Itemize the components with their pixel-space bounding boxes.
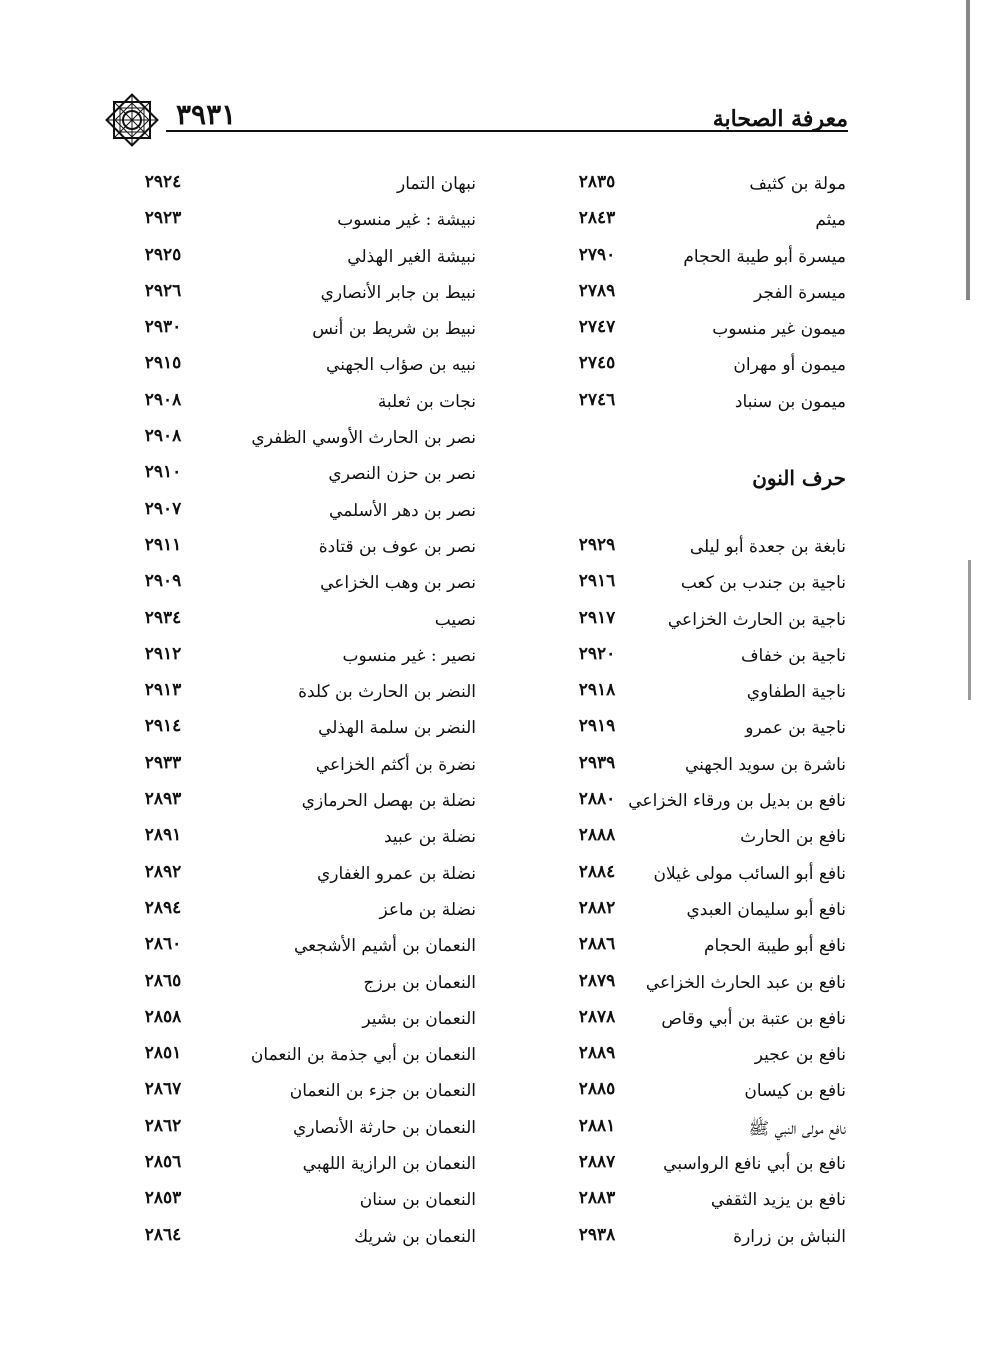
entry-ref-number: ٢٨٨٦ [578,934,616,955]
entry-name: نافع أبو طيبة الحجام [704,936,846,957]
index-entry [130,604,476,640]
entry-name: ناجية بن عمرو [745,718,846,739]
entry-name: نافع مولى النبي ﷺ [748,1118,846,1139]
index-entry [130,349,476,385]
index-entry [578,858,846,894]
entry-name: النعمان بن أشيم الأشجعي [293,936,476,957]
entry-name: النضر بن الحارث بن كلدة [298,682,476,703]
entry-name: النعمان بن أبي جذمة بن النعمان [250,1045,476,1066]
entry-ref-number: ٢٧٨٩ [578,280,616,301]
right-index-column [578,168,846,1257]
entry-name: نافع بن عبد الحارث الخزاعي [645,972,846,993]
header-divider [166,130,848,132]
entry-ref-number: ٢٧٤٥ [578,353,616,374]
entry-ref-number: ٢٨٧٩ [578,970,616,991]
entry-ref-number: ٢٧٤٦ [578,389,616,410]
entry-name: ناشرة بن سويد الجهني [684,754,846,775]
entry-name: نصير : غير منسوب [342,645,476,666]
index-entry [130,386,476,422]
index-entry [130,967,476,1003]
index-entry [578,1039,846,1075]
index-entry [130,785,476,821]
entry-name: النضر بن سلمة الهذلي [318,718,476,739]
entry-name: نضلة بن بهصل الحرمازي [301,791,476,812]
entry-ref-number: ٢٨٨١ [578,1115,616,1136]
entry-name: النعمان بن جزء بن النعمان [289,1081,476,1102]
index-entry [578,1184,846,1220]
entry-ref-number: ٢٨٥٨ [144,1006,182,1027]
entry-name: نضلة بن عبيد [383,827,476,848]
entry-ref-number: ٢٩٣٣ [144,752,182,773]
entry-name: نصيب [434,609,476,630]
entry-name: ميسرة الفجر [754,282,846,303]
index-entry [578,785,846,821]
index-entry [578,604,846,640]
index-entry [578,204,846,240]
entry-ref-number: ٢٨٥٣ [144,1188,182,1209]
entry-ref-number: ٢٨٨٨ [578,825,616,846]
entry-ref-number: ٢٨٨٤ [578,861,616,882]
index-entry [578,277,846,313]
entry-ref-number: ٢٧٤٧ [578,317,616,338]
index-entry [578,241,846,277]
index-entry [578,567,846,603]
entry-ref-number: ٢٩١٢ [144,643,182,664]
index-entry [578,1003,846,1039]
scan-edge-mark [968,560,971,700]
entry-ref-number: ٢٩١٩ [578,716,616,737]
star-ornament-icon [100,88,164,152]
entry-name: نصر بن حزن النصري [328,464,476,485]
index-entry [578,640,846,676]
entry-name: نبيشة الغير الهذلي [347,246,476,267]
entry-ref-number: ٢٧٩٠ [578,244,616,265]
index-entry [130,1112,476,1148]
entry-ref-number: ٢٩٣٩ [578,752,616,773]
index-entry [130,858,476,894]
index-entry [130,930,476,966]
entry-ref-number: ٢٩٢٩ [578,534,616,555]
entry-ref-number: ٢٩١٥ [144,353,182,374]
entry-ref-number: ٢٩٠٧ [144,498,182,519]
index-entry [578,967,846,1003]
entry-name: ميثم [815,210,846,231]
index-entry [578,313,846,349]
section-heading-row [616,458,846,494]
entry-ref-number: ٢٨٨٧ [578,1152,616,1173]
entry-name: النعمان بن سنان [359,1190,476,1211]
entry-name: ناجية بن الحارث الخزاعي [667,609,846,630]
entry-ref-number: ٢٨٨٢ [578,897,616,918]
entry-ref-number: ٢٩١٦ [578,571,616,592]
entry-ref-number: ٢٨٨٥ [578,1079,616,1100]
entry-ref-number: ٢٩٠٨ [144,389,182,410]
index-entry [616,495,846,531]
index-entry [130,821,476,857]
entry-name: نافع بن الحارث [740,827,846,848]
entry-ref-number: ٢٨٩٢ [144,861,182,882]
entry-name: نبهان التمار [396,174,476,194]
entry-name: نصر بن عوف بن قتادة [318,536,476,557]
entry-name: نافع بن أبي نافع الرواسبي [663,1154,846,1175]
index-entry [130,531,476,567]
entry-ref-number: ٢٩١٣ [144,680,182,701]
index-entry [578,676,846,712]
entry-name: نضلة بن ماعز [379,899,476,920]
index-entry [616,422,846,458]
index-entry [130,1075,476,1111]
entry-name: ميمون أو مهران [733,355,846,376]
entry-ref-number: ٢٨٦٧ [144,1079,182,1100]
index-entry [130,567,476,603]
index-entry [130,1221,476,1257]
entry-ref-number: ٢٨٩٤ [144,897,182,918]
page-header [100,88,848,154]
entry-name: ميمون غير منسوب [712,319,846,340]
entry-name: ناجية بن جندب بن كعب [680,573,846,594]
entry-ref-number: ٢٨٣٥ [578,172,616,192]
left-index-column [130,168,476,1257]
entry-ref-number: ٢٩١٨ [578,680,616,701]
entry-ref-number: ٢٩٢٠ [578,643,616,664]
index-entry [130,894,476,930]
entry-ref-number: ٢٩١٧ [578,607,616,628]
index-entry [578,168,846,204]
entry-name: النعمان بن بشير [362,1008,476,1029]
entry-ref-number: ٢٩٢٦ [144,280,182,301]
index-entry [130,712,476,748]
entry-name: النباش بن زرارة [733,1226,846,1247]
entry-name: نافع أبو السائب مولى غيلان [653,863,846,884]
entry-name: نافع بن بديل بن ورقاء الخزاعي [628,791,846,812]
entry-ref-number: ٢٩٠٨ [144,426,182,447]
entry-ref-number: ٢٨٥١ [144,1043,182,1064]
entry-ref-number: ٢٨٦٢ [144,1115,182,1136]
entry-name: نجات بن ثعلبة [377,391,476,412]
entry-ref-number: ٢٨٦٤ [144,1224,182,1245]
index-entry [130,676,476,712]
entry-name: نابغة بن جعدة أبو ليلى [689,536,846,557]
entry-name: نافع بن عجير [754,1045,846,1066]
entry-name: النعمان بن برزج [363,972,476,993]
index-entry [578,1075,846,1111]
index-entry [578,821,846,857]
entry-name: نبيشة : غير منسوب [337,210,476,231]
entry-name: النعمان بن الرازية اللهبي [302,1154,476,1175]
scan-edge-mark [966,0,970,300]
entry-name: ناجية بن خفاف [740,645,846,666]
index-entry [130,313,476,349]
entry-name: نافع بن عتبة بن أبي وقاص [661,1008,846,1029]
index-entry [578,531,846,567]
entry-ref-number: ٢٨٨٩ [578,1043,616,1064]
index-entry [578,1148,846,1184]
entry-name: ناجية الطفاوي [746,682,846,703]
entry-name: نضلة بن عمرو الغفاري [316,863,476,884]
entry-ref-number: ٢٨٦٥ [144,970,182,991]
entry-name: نضرة بن أكثم الخزاعي [315,754,476,775]
index-entry [130,204,476,240]
entry-ref-number: ٢٨٩١ [144,825,182,846]
entry-ref-number: ٢٩٢٣ [144,208,182,229]
entry-ref-number: ٢٩٣٤ [144,607,182,628]
index-entry [130,1039,476,1075]
index-entry [130,168,476,204]
entry-name: نافع أبو سليمان العبدي [686,899,846,920]
entry-ref-number: ٢٨٦٠ [144,934,182,955]
entry-name: النعمان بن حارثة الأنصاري [293,1117,476,1138]
entry-ref-number: ٢٩٣٨ [578,1224,616,1245]
index-entry [130,495,476,531]
index-entry [578,749,846,785]
entry-name: مولة بن كثيف [749,174,846,194]
index-entry [130,277,476,313]
index-entry [130,1148,476,1184]
index-entry [578,712,846,748]
entry-name: نبيط بن جابر الأنصاري [320,282,476,303]
entry-ref-number: ٢٩١١ [144,534,182,555]
entry-name: نبيط بن شريط بن أنس [312,319,476,340]
entry-ref-number: ٢٨٤٣ [578,208,616,229]
section-heading: حرف النون [752,466,846,491]
index-entry [130,241,476,277]
index-entry [130,1184,476,1220]
page-title: معرفة الصحابة [712,106,848,132]
index-entry [578,894,846,930]
index-entry [578,930,846,966]
index-entry [130,422,476,458]
entry-ref-number: ٢٩٣٠ [144,317,182,338]
entry-ref-number: ٢٨٥٦ [144,1152,182,1173]
entry-ref-number: ٢٩١٠ [144,462,182,483]
entry-name: النعمان بن شريك [354,1226,476,1247]
entry-ref-number: ٢٨٧٨ [578,1006,616,1027]
entry-name: نصر بن الحارث الأوسي الظفري [251,428,476,449]
entry-name: نافع بن يزيد الثقفي [710,1190,846,1211]
entry-name: ميسرة أبو طيبة الحجام [683,246,846,267]
entry-ref-number: ٢٩٠٩ [144,571,182,592]
index-entry [578,349,846,385]
entry-name: ميمون بن سنباد [734,391,846,412]
page-number: ٣٩٣١ [176,98,237,131]
index-entry [578,1221,846,1257]
index-entry [578,386,846,422]
entry-ref-number: ٢٨٩٣ [144,789,182,810]
entry-ref-number: ٢٩١٤ [144,716,182,737]
entry-name: نصر بن وهب الخزاعي [320,573,476,594]
index-entry [130,458,476,494]
index-entry [130,1003,476,1039]
entry-ref-number: ٢٩٢٥ [144,244,182,265]
entry-ref-number: ٢٨٨٣ [578,1188,616,1209]
entry-name: نافع بن كيسان [744,1081,846,1102]
entry-name: نبيه بن صؤاب الجهني [326,355,476,376]
entry-ref-number: ٢٩٢٤ [144,172,182,192]
entry-name: نصر بن دهر الأسلمي [329,500,476,521]
index-entry [578,1112,846,1148]
index-entry [130,749,476,785]
index-entry [130,640,476,676]
entry-ref-number: ٢٨٨٠ [578,789,616,810]
